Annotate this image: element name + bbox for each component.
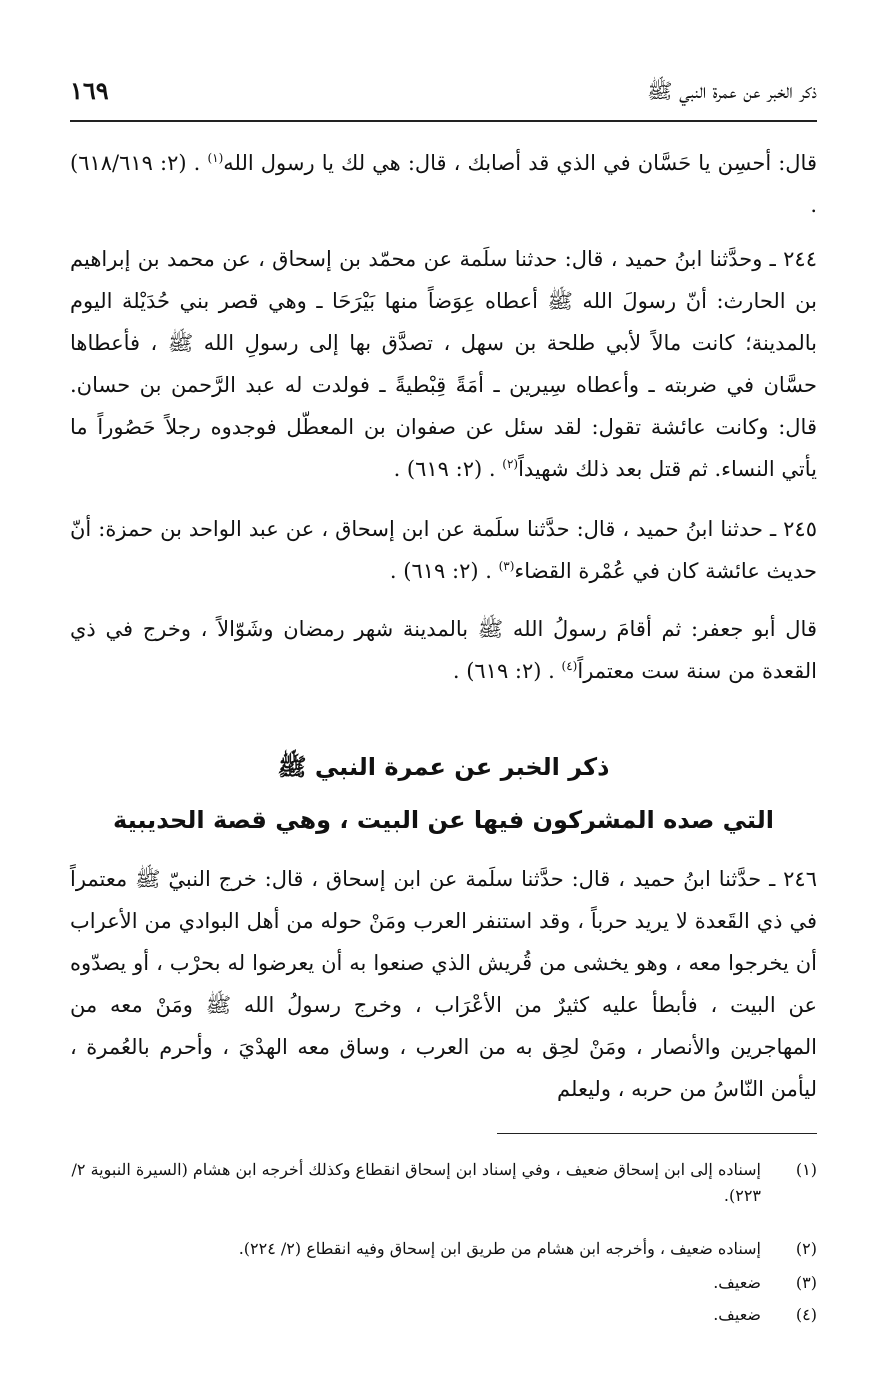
- section-title: ذكر الخبر عن عمرة النبي ﷺ: [277, 753, 610, 781]
- paragraph-1: [70, 142, 817, 226]
- footnote-1-number: (١): [795, 1160, 817, 1179]
- footnote-ref-1: (١): [207, 151, 224, 165]
- paragraph-abu-jafar-citation: . (٢: ٦١٩) .: [452, 659, 555, 683]
- paragraph-246-text: ٢٤٦ ـ حدَّثنا ابنُ حميد ، قال: حدَّثنا سلَمة عن ابن إسحاق ، قال: خرج النبيّ ﷺ معتمراً في ذي القَعدة لا يريد حرباً ، وقد استنفر العرب ومَنْ حوله من أهل البوادي من الأعراب أن يخرجوا معه ، وهو يخشى من قُريش الذي صنعوا به أن يعرضوا له بحرْب ، أو يصدّوه عن البيت ، فأبطأ عليه كثيرٌ من الأعْرَاب ، وخرج رسولُ الله ﷺ ومَنْ معه من المهاجرين والأنصار ، ومَنْ لحِق به من العرب ، وساق معه الهدْيَ ، وأحرم بالعُمرة ، ليأمن النّاسُ من حربه ، وليعلم: [70, 867, 817, 1101]
- paragraph-abu-jafar-text: قال أبو جعفر: ثم أقامَ رسولُ الله ﷺ بالمدينة شهر رمضان وشَوّالاً ، وخرج في ذي القعدة من سنة ست معتمراً: [70, 617, 817, 683]
- footnote-1: [70, 1157, 817, 1209]
- paragraph-1-text: قال: أحسِن يا حَسَّان في الذي قد أصابك ، قال: هي لك يا رسول الله: [223, 151, 817, 175]
- footnote-3-text: ضعيف.: [713, 1273, 761, 1292]
- page-header: [70, 72, 817, 122]
- footnote-3-number: (٣): [795, 1273, 817, 1292]
- footnote-ref-4: (٤): [561, 659, 578, 673]
- footnote-4-text: ضعيف.: [713, 1305, 761, 1324]
- footnote-ref-3: (٣): [498, 559, 515, 573]
- paragraph-244-text: ٢٤٤ ـ وحدَّثنا ابنُ حميد ، قال: حدثنا سلَمة عن محمّد بن إسحاق ، عن محمد بن إبراهيم بن الحارث: أنّ رسولَ الله ﷺ أعطاه عِوَضاً منها بَيْرَحَا ـ وهي قصر بني حُدَيْلة اليوم بالمدينة؛ كانت مالاً لأبي طلحة بن سهل ، تصدَّق بها إلى رسولِ الله ﷺ ، فأعطاها حسَّان في ضربته ـ وأعطاه سِيرين ـ أمَةً قِبْطيةً ـ فولدت له عبد الرَّحمن بن حسان. قال: وكانت عائشة تقول: لقد سئل عن صفوان بن المعطّل فوجدوه رجلاً حَصُوراً ما يأتي النساء. ثم قتل بعد ذلك شهيداً: [70, 247, 818, 481]
- footnote-2: [70, 1236, 817, 1262]
- footnote-3: [70, 1270, 817, 1296]
- paragraph-245: [70, 508, 817, 592]
- footnote-2-number: (٢): [795, 1239, 817, 1258]
- section-subtitle: التي صده المشركون فيها عن البيت ، وهي قصة الحديبية: [113, 806, 774, 834]
- footnote-2-text: إسناده ضعيف ، وأخرجه ابن هشام من طريق ابن إسحاق وفيه انقطاع (٢/ ٢٢٤).: [238, 1239, 761, 1258]
- paragraph-246: [70, 858, 817, 1110]
- running-title: ذكر الخبر عن عمرة النبي ﷺ: [647, 79, 817, 103]
- footnote-4-number: (٤): [795, 1305, 817, 1324]
- footnote-divider: [497, 1133, 817, 1134]
- paragraph-1-citation: . (٢: ٦١٨/٦١٩) .: [70, 151, 817, 217]
- footnote-1-text: إسناده إلى ابن إسحاق ضعيف ، وفي إسناد ابن إسحاق انقطاع وكذلك أخرجه ابن هشام (السيرة النبوية ٢/ ٢٢٣).: [71, 1160, 761, 1205]
- paragraph-244-citation: . (٢: ٦١٩) .: [393, 457, 496, 481]
- page-number: ١٦٩: [70, 76, 109, 105]
- footnote-4: [70, 1302, 817, 1328]
- paragraph-abu-jafar: [70, 608, 817, 692]
- paragraph-245-citation: . (٢: ٦١٩) .: [389, 559, 492, 583]
- footnote-ref-2: (٢): [502, 457, 519, 471]
- paragraph-244: [70, 238, 817, 490]
- paragraph-245-text: ٢٤٥ ـ حدثنا ابنُ حميد ، قال: حدَّثنا سلَمة عن ابن إسحاق ، عن عبد الواحد بن حمزة: أنّ حديث عائشة كان في عُمْرة القضاء: [70, 517, 817, 583]
